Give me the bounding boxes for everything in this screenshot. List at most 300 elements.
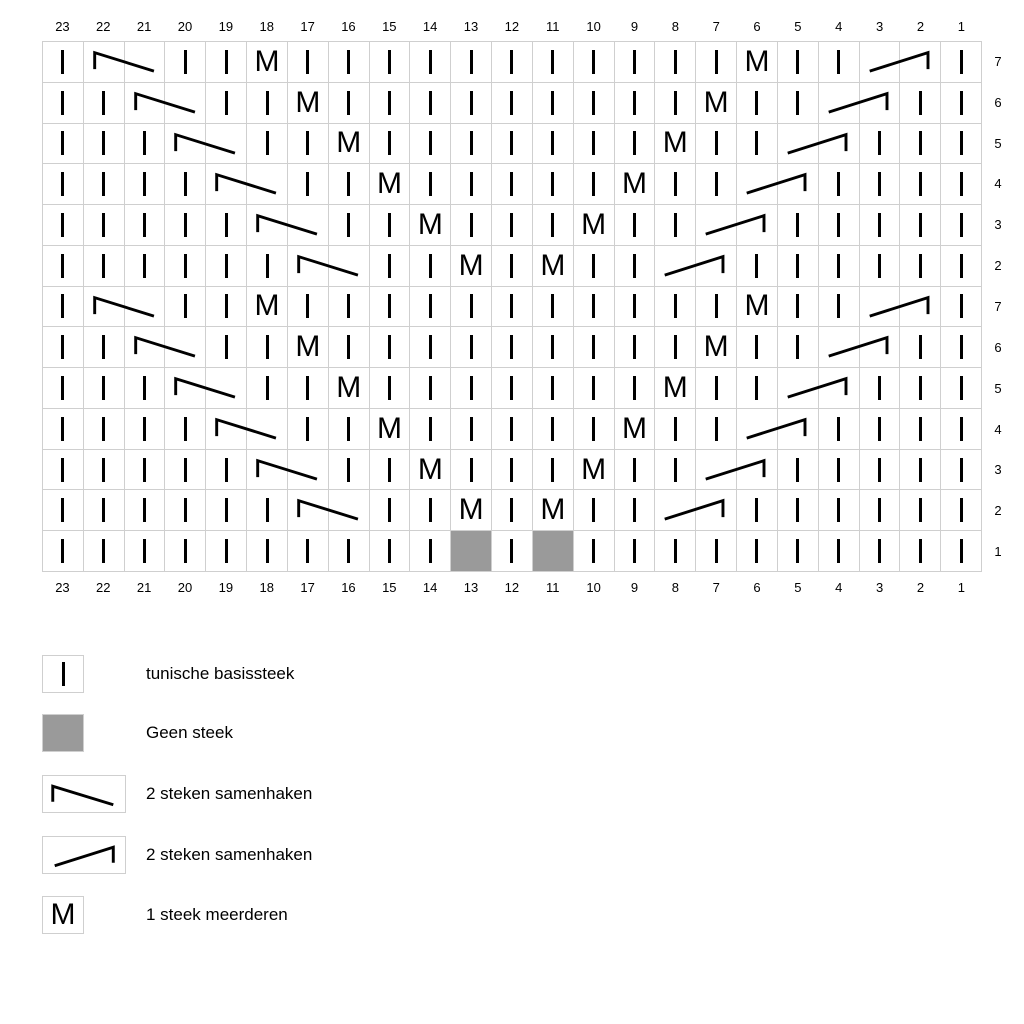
basic-stitch-cell bbox=[288, 409, 329, 450]
basic-stitch-icon bbox=[510, 294, 513, 318]
basic-stitch-cell bbox=[615, 450, 656, 491]
basic-stitch-cell bbox=[533, 287, 574, 328]
column-numbers-top bbox=[42, 17, 982, 37]
increase-icon: M bbox=[254, 44, 280, 78]
basic-stitch-icon bbox=[184, 539, 187, 563]
basic-stitch-icon bbox=[755, 335, 758, 359]
basic-stitch-icon bbox=[470, 294, 473, 318]
basic-stitch-icon bbox=[388, 50, 391, 74]
basic-stitch-icon bbox=[837, 254, 840, 278]
basic-stitch-cell bbox=[165, 164, 206, 205]
decrease-continuation-cell bbox=[696, 246, 737, 287]
basic-stitch-icon bbox=[225, 91, 228, 115]
basic-stitch-cell bbox=[206, 450, 247, 491]
basic-stitch-icon bbox=[919, 539, 922, 563]
basic-stitch-cell bbox=[533, 409, 574, 450]
basic-stitch-cell bbox=[696, 368, 737, 409]
column-number: 17 bbox=[300, 19, 315, 34]
basic-stitch-cell bbox=[778, 327, 819, 368]
column-number: 13 bbox=[463, 580, 479, 595]
basic-stitch-cell bbox=[247, 327, 288, 368]
basic-stitch-cell bbox=[288, 164, 329, 205]
column-number: 1 bbox=[957, 19, 965, 34]
basic-stitch-icon bbox=[61, 539, 64, 563]
basic-stitch-cell bbox=[737, 246, 778, 287]
basic-stitch-icon bbox=[878, 539, 881, 563]
legend-item-increase bbox=[42, 896, 742, 938]
basic-stitch-icon bbox=[61, 50, 64, 74]
basic-stitch-cell bbox=[492, 42, 533, 83]
basic-stitch-icon bbox=[61, 91, 64, 115]
increase-icon: M bbox=[662, 371, 688, 405]
basic-stitch-cell bbox=[900, 124, 941, 165]
basic-stitch-icon bbox=[960, 335, 963, 359]
basic-stitch-cell bbox=[410, 42, 451, 83]
column-number: 20 bbox=[177, 19, 193, 34]
basic-stitch-icon bbox=[633, 131, 636, 155]
basic-stitch-icon bbox=[837, 172, 840, 196]
basic-stitch-icon bbox=[225, 254, 228, 278]
basic-stitch-cell bbox=[655, 205, 696, 246]
basic-stitch-icon bbox=[470, 50, 473, 74]
basic-stitch-icon bbox=[960, 91, 963, 115]
increase-cell bbox=[451, 490, 492, 531]
basic-stitch-icon bbox=[102, 376, 105, 400]
column-number: 9 bbox=[630, 19, 639, 34]
no-stitch-cell bbox=[533, 531, 574, 572]
basic-stitch-cell bbox=[125, 205, 166, 246]
increase-icon: M bbox=[540, 493, 566, 527]
decrease-continuation-cell bbox=[329, 246, 370, 287]
basic-stitch-cell bbox=[329, 287, 370, 328]
basic-stitch-icon bbox=[102, 539, 105, 563]
basic-stitch-icon bbox=[715, 417, 718, 441]
basic-stitch-cell bbox=[655, 287, 696, 328]
basic-stitch-icon bbox=[266, 91, 269, 115]
basic-stitch-icon bbox=[878, 498, 881, 522]
basic-stitch-icon bbox=[184, 254, 187, 278]
basic-stitch-icon bbox=[796, 335, 799, 359]
increase-icon: M bbox=[581, 207, 607, 241]
stitch-chart-grid bbox=[42, 41, 982, 572]
basic-stitch-cell bbox=[492, 205, 533, 246]
basic-stitch-icon bbox=[755, 131, 758, 155]
increase-icon: M bbox=[703, 330, 729, 364]
basic-stitch-cell bbox=[533, 164, 574, 205]
basic-stitch-icon bbox=[470, 172, 473, 196]
column-number: 22 bbox=[96, 19, 111, 34]
basic-stitch-icon bbox=[633, 213, 636, 237]
basic-stitch-icon bbox=[347, 335, 350, 359]
basic-stitch-cell bbox=[165, 409, 206, 450]
basic-stitch-icon bbox=[796, 294, 799, 318]
basic-stitch-cell bbox=[615, 124, 656, 165]
row-number: 4 bbox=[994, 421, 1002, 437]
basic-stitch-icon bbox=[388, 254, 391, 278]
basic-stitch-cell bbox=[819, 246, 860, 287]
legend-item-no-stitch bbox=[42, 714, 742, 756]
column-number: 11 bbox=[545, 19, 560, 34]
basic-stitch-cell bbox=[615, 246, 656, 287]
basic-stitch-icon bbox=[715, 294, 718, 318]
basic-stitch-cell bbox=[492, 368, 533, 409]
increase-cell bbox=[288, 327, 329, 368]
basic-stitch-icon bbox=[102, 417, 105, 441]
basic-stitch-icon bbox=[715, 376, 718, 400]
basic-stitch-cell bbox=[696, 124, 737, 165]
basic-stitch-icon bbox=[592, 417, 595, 441]
basic-stitch-icon bbox=[551, 172, 554, 196]
basic-stitch-icon bbox=[633, 50, 636, 74]
basic-stitch-icon bbox=[388, 376, 391, 400]
decrease-right-cell bbox=[860, 287, 901, 328]
basic-stitch-icon bbox=[592, 498, 595, 522]
basic-stitch-icon bbox=[919, 254, 922, 278]
basic-stitch-cell bbox=[43, 42, 84, 83]
basic-stitch-cell bbox=[655, 531, 696, 572]
basic-stitch-cell bbox=[860, 164, 901, 205]
basic-stitch-icon bbox=[551, 458, 554, 482]
basic-stitch-cell bbox=[819, 164, 860, 205]
decrease-continuation-cell bbox=[165, 83, 206, 124]
basic-stitch-icon bbox=[388, 91, 391, 115]
basic-stitch-symbol-icon bbox=[42, 655, 84, 693]
basic-stitch-cell bbox=[819, 42, 860, 83]
basic-stitch-icon bbox=[960, 417, 963, 441]
basic-stitch-icon bbox=[61, 417, 64, 441]
basic-stitch-cell bbox=[247, 368, 288, 409]
basic-stitch-cell bbox=[451, 287, 492, 328]
basic-stitch-icon bbox=[633, 458, 636, 482]
basic-stitch-cell bbox=[84, 531, 125, 572]
basic-stitch-cell bbox=[43, 287, 84, 328]
basic-stitch-cell bbox=[900, 327, 941, 368]
basic-stitch-icon bbox=[960, 254, 963, 278]
basic-stitch-cell bbox=[247, 246, 288, 287]
increase-icon: M bbox=[621, 411, 647, 445]
basic-stitch-cell bbox=[533, 83, 574, 124]
basic-stitch-cell bbox=[410, 287, 451, 328]
basic-stitch-cell bbox=[247, 490, 288, 531]
basic-stitch-icon bbox=[102, 254, 105, 278]
basic-stitch-icon bbox=[674, 172, 677, 196]
decrease-right-cell bbox=[737, 409, 778, 450]
basic-stitch-cell bbox=[492, 450, 533, 491]
decrease-continuation-cell bbox=[860, 83, 901, 124]
increase-icon: M bbox=[744, 289, 770, 323]
basic-stitch-icon bbox=[184, 498, 187, 522]
basic-stitch-icon bbox=[388, 213, 391, 237]
basic-stitch-icon bbox=[633, 376, 636, 400]
basic-stitch-icon bbox=[551, 131, 554, 155]
basic-stitch-cell bbox=[125, 246, 166, 287]
increase-cell bbox=[737, 42, 778, 83]
basic-stitch-cell bbox=[900, 83, 941, 124]
decrease-left-cell bbox=[165, 124, 206, 165]
basic-stitch-icon bbox=[429, 294, 432, 318]
basic-stitch-icon bbox=[796, 458, 799, 482]
basic-stitch-cell bbox=[778, 205, 819, 246]
basic-stitch-cell bbox=[410, 327, 451, 368]
decrease-continuation-cell bbox=[288, 450, 329, 491]
increase-cell bbox=[574, 450, 615, 491]
row-number: 7 bbox=[994, 53, 1002, 69]
basic-stitch-cell bbox=[84, 368, 125, 409]
column-number: 20 bbox=[177, 580, 193, 595]
basic-stitch-cell bbox=[900, 246, 941, 287]
basic-stitch-cell bbox=[206, 287, 247, 328]
basic-stitch-cell bbox=[655, 83, 696, 124]
basic-stitch-cell bbox=[43, 124, 84, 165]
increase-cell bbox=[329, 124, 370, 165]
basic-stitch-icon bbox=[960, 376, 963, 400]
basic-stitch-icon bbox=[184, 50, 187, 74]
basic-stitch-cell bbox=[370, 246, 411, 287]
basic-stitch-icon bbox=[919, 335, 922, 359]
basic-stitch-cell bbox=[615, 490, 656, 531]
basic-stitch-icon bbox=[61, 376, 64, 400]
basic-stitch-icon bbox=[551, 376, 554, 400]
basic-stitch-cell bbox=[84, 490, 125, 531]
basic-stitch-cell bbox=[84, 246, 125, 287]
basic-stitch-icon bbox=[796, 254, 799, 278]
column-number: 6 bbox=[753, 580, 761, 595]
decrease-left-cell bbox=[84, 287, 125, 328]
basic-stitch-icon bbox=[551, 213, 554, 237]
basic-stitch-icon bbox=[225, 458, 228, 482]
column-number: 18 bbox=[259, 19, 274, 34]
basic-stitch-cell bbox=[410, 124, 451, 165]
basic-stitch-cell bbox=[737, 327, 778, 368]
basic-stitch-icon bbox=[510, 458, 513, 482]
basic-stitch-cell bbox=[492, 124, 533, 165]
basic-stitch-cell bbox=[574, 490, 615, 531]
basic-stitch-cell bbox=[329, 327, 370, 368]
basic-stitch-icon bbox=[878, 213, 881, 237]
basic-stitch-icon bbox=[347, 417, 350, 441]
basic-stitch-icon bbox=[960, 539, 963, 563]
basic-stitch-cell bbox=[778, 531, 819, 572]
decrease-continuation-cell bbox=[329, 490, 370, 531]
basic-stitch-cell bbox=[819, 287, 860, 328]
column-number: 14 bbox=[422, 19, 438, 34]
basic-stitch-icon bbox=[102, 213, 105, 237]
basic-stitch-cell bbox=[43, 164, 84, 205]
basic-stitch-icon bbox=[796, 50, 799, 74]
decrease-continuation-cell bbox=[900, 42, 941, 83]
increase-cell bbox=[574, 205, 615, 246]
increase-icon: M bbox=[295, 85, 321, 119]
basic-stitch-cell bbox=[43, 246, 84, 287]
basic-stitch-icon bbox=[510, 417, 513, 441]
basic-stitch-cell bbox=[84, 124, 125, 165]
basic-stitch-cell bbox=[941, 327, 982, 368]
row-number: 7 bbox=[994, 298, 1002, 314]
column-number: 21 bbox=[136, 580, 152, 595]
basic-stitch-icon bbox=[715, 50, 718, 74]
legend-label: 2 steken samenhaken bbox=[146, 845, 313, 864]
decrease-left-cell bbox=[288, 246, 329, 287]
decrease-right-cell bbox=[737, 164, 778, 205]
basic-stitch-icon bbox=[510, 498, 513, 522]
basic-stitch-icon bbox=[184, 294, 187, 318]
basic-stitch-cell bbox=[574, 531, 615, 572]
basic-stitch-cell bbox=[370, 124, 411, 165]
basic-stitch-cell bbox=[574, 368, 615, 409]
column-number: 7 bbox=[712, 19, 720, 34]
row-number: 5 bbox=[994, 380, 1002, 396]
column-number: 15 bbox=[382, 580, 397, 595]
basic-stitch-icon bbox=[266, 254, 269, 278]
basic-stitch-cell bbox=[84, 83, 125, 124]
basic-stitch-cell bbox=[451, 409, 492, 450]
legend-label: tunische basissteek bbox=[146, 664, 295, 683]
basic-stitch-icon bbox=[592, 335, 595, 359]
basic-stitch-cell bbox=[84, 205, 125, 246]
basic-stitch-cell bbox=[288, 124, 329, 165]
increase-cell bbox=[247, 42, 288, 83]
increase-cell bbox=[370, 409, 411, 450]
basic-stitch-icon bbox=[551, 91, 554, 115]
basic-stitch-cell bbox=[206, 490, 247, 531]
basic-stitch-cell bbox=[860, 531, 901, 572]
basic-stitch-icon bbox=[960, 131, 963, 155]
basic-stitch-cell bbox=[165, 205, 206, 246]
basic-stitch-icon bbox=[960, 458, 963, 482]
basic-stitch-icon bbox=[837, 213, 840, 237]
basic-stitch-icon bbox=[306, 417, 309, 441]
basic-stitch-cell bbox=[492, 164, 533, 205]
basic-stitch-cell bbox=[778, 450, 819, 491]
basic-stitch-cell bbox=[696, 42, 737, 83]
basic-stitch-icon bbox=[633, 91, 636, 115]
basic-stitch-icon bbox=[306, 172, 309, 196]
increase-icon: M bbox=[458, 493, 484, 527]
basic-stitch-cell bbox=[165, 287, 206, 328]
basic-stitch-cell bbox=[410, 83, 451, 124]
basic-stitch-cell bbox=[43, 490, 84, 531]
increase-cell bbox=[696, 83, 737, 124]
basic-stitch-icon bbox=[837, 539, 840, 563]
basic-stitch-cell bbox=[941, 124, 982, 165]
decrease-left-cell bbox=[206, 409, 247, 450]
decrease-left-cell bbox=[288, 490, 329, 531]
basic-stitch-cell bbox=[655, 42, 696, 83]
basic-stitch-cell bbox=[655, 327, 696, 368]
basic-stitch-cell bbox=[533, 205, 574, 246]
legend-item-basic-stitch bbox=[42, 655, 742, 697]
basic-stitch-cell bbox=[370, 490, 411, 531]
basic-stitch-icon bbox=[347, 213, 350, 237]
column-number: 23 bbox=[55, 580, 70, 595]
basic-stitch-cell bbox=[125, 450, 166, 491]
increase-symbol-icon bbox=[42, 896, 84, 934]
basic-stitch-cell bbox=[247, 83, 288, 124]
basic-stitch-cell bbox=[451, 83, 492, 124]
basic-stitch-cell bbox=[574, 164, 615, 205]
basic-stitch-cell bbox=[778, 490, 819, 531]
decrease-continuation-cell bbox=[125, 287, 166, 328]
basic-stitch-icon bbox=[510, 50, 513, 74]
basic-stitch-icon bbox=[510, 213, 513, 237]
basic-stitch-icon bbox=[510, 91, 513, 115]
basic-stitch-cell bbox=[860, 246, 901, 287]
basic-stitch-icon bbox=[470, 335, 473, 359]
basic-stitch-icon bbox=[102, 91, 105, 115]
basic-stitch-icon bbox=[755, 91, 758, 115]
basic-stitch-cell bbox=[900, 409, 941, 450]
basic-stitch-cell bbox=[43, 368, 84, 409]
basic-stitch-icon bbox=[551, 335, 554, 359]
basic-stitch-cell bbox=[819, 531, 860, 572]
basic-stitch-icon bbox=[592, 172, 595, 196]
basic-stitch-icon bbox=[266, 376, 269, 400]
basic-stitch-cell bbox=[125, 164, 166, 205]
basic-stitch-cell bbox=[696, 164, 737, 205]
increase-cell bbox=[410, 450, 451, 491]
basic-stitch-cell bbox=[451, 42, 492, 83]
basic-stitch-icon bbox=[960, 498, 963, 522]
basic-stitch-cell bbox=[615, 531, 656, 572]
basic-stitch-cell bbox=[819, 490, 860, 531]
basic-stitch-icon bbox=[143, 417, 146, 441]
basic-stitch-icon bbox=[510, 335, 513, 359]
basic-stitch-icon bbox=[429, 91, 432, 115]
basic-stitch-cell bbox=[370, 205, 411, 246]
basic-stitch-icon bbox=[551, 50, 554, 74]
column-number: 10 bbox=[586, 19, 601, 34]
basic-stitch-icon bbox=[61, 335, 64, 359]
basic-stitch-cell bbox=[941, 490, 982, 531]
basic-stitch-cell bbox=[451, 164, 492, 205]
decrease-continuation-cell bbox=[247, 409, 288, 450]
basic-stitch-icon bbox=[388, 539, 391, 563]
basic-stitch-cell bbox=[941, 409, 982, 450]
basic-stitch-cell bbox=[247, 531, 288, 572]
basic-stitch-cell bbox=[451, 124, 492, 165]
column-number: 12 bbox=[504, 580, 520, 595]
basic-stitch-icon bbox=[225, 498, 228, 522]
basic-stitch-icon bbox=[388, 294, 391, 318]
basic-stitch-cell bbox=[492, 327, 533, 368]
basic-stitch-cell bbox=[737, 490, 778, 531]
basic-stitch-icon bbox=[674, 539, 677, 563]
basic-stitch-icon bbox=[633, 498, 636, 522]
basic-stitch-cell bbox=[900, 368, 941, 409]
basic-stitch-cell bbox=[941, 450, 982, 491]
basic-stitch-cell bbox=[43, 327, 84, 368]
basic-stitch-cell bbox=[125, 531, 166, 572]
column-number: 9 bbox=[630, 580, 639, 595]
decrease-right-cell bbox=[655, 490, 696, 531]
basic-stitch-icon bbox=[306, 376, 309, 400]
decrease-continuation-cell bbox=[206, 368, 247, 409]
decrease-continuation-cell bbox=[819, 368, 860, 409]
decrease-continuation-cell bbox=[696, 490, 737, 531]
basic-stitch-icon bbox=[429, 50, 432, 74]
basic-stitch-icon bbox=[470, 376, 473, 400]
basic-stitch-cell bbox=[410, 368, 451, 409]
basic-stitch-icon bbox=[633, 539, 636, 563]
basic-stitch-cell bbox=[165, 246, 206, 287]
basic-stitch-icon bbox=[102, 172, 105, 196]
no-stitch-cell bbox=[451, 531, 492, 572]
basic-stitch-icon bbox=[61, 172, 64, 196]
basic-stitch-icon bbox=[347, 50, 350, 74]
increase-cell bbox=[370, 164, 411, 205]
basic-stitch-cell bbox=[125, 490, 166, 531]
basic-stitch-cell bbox=[43, 409, 84, 450]
